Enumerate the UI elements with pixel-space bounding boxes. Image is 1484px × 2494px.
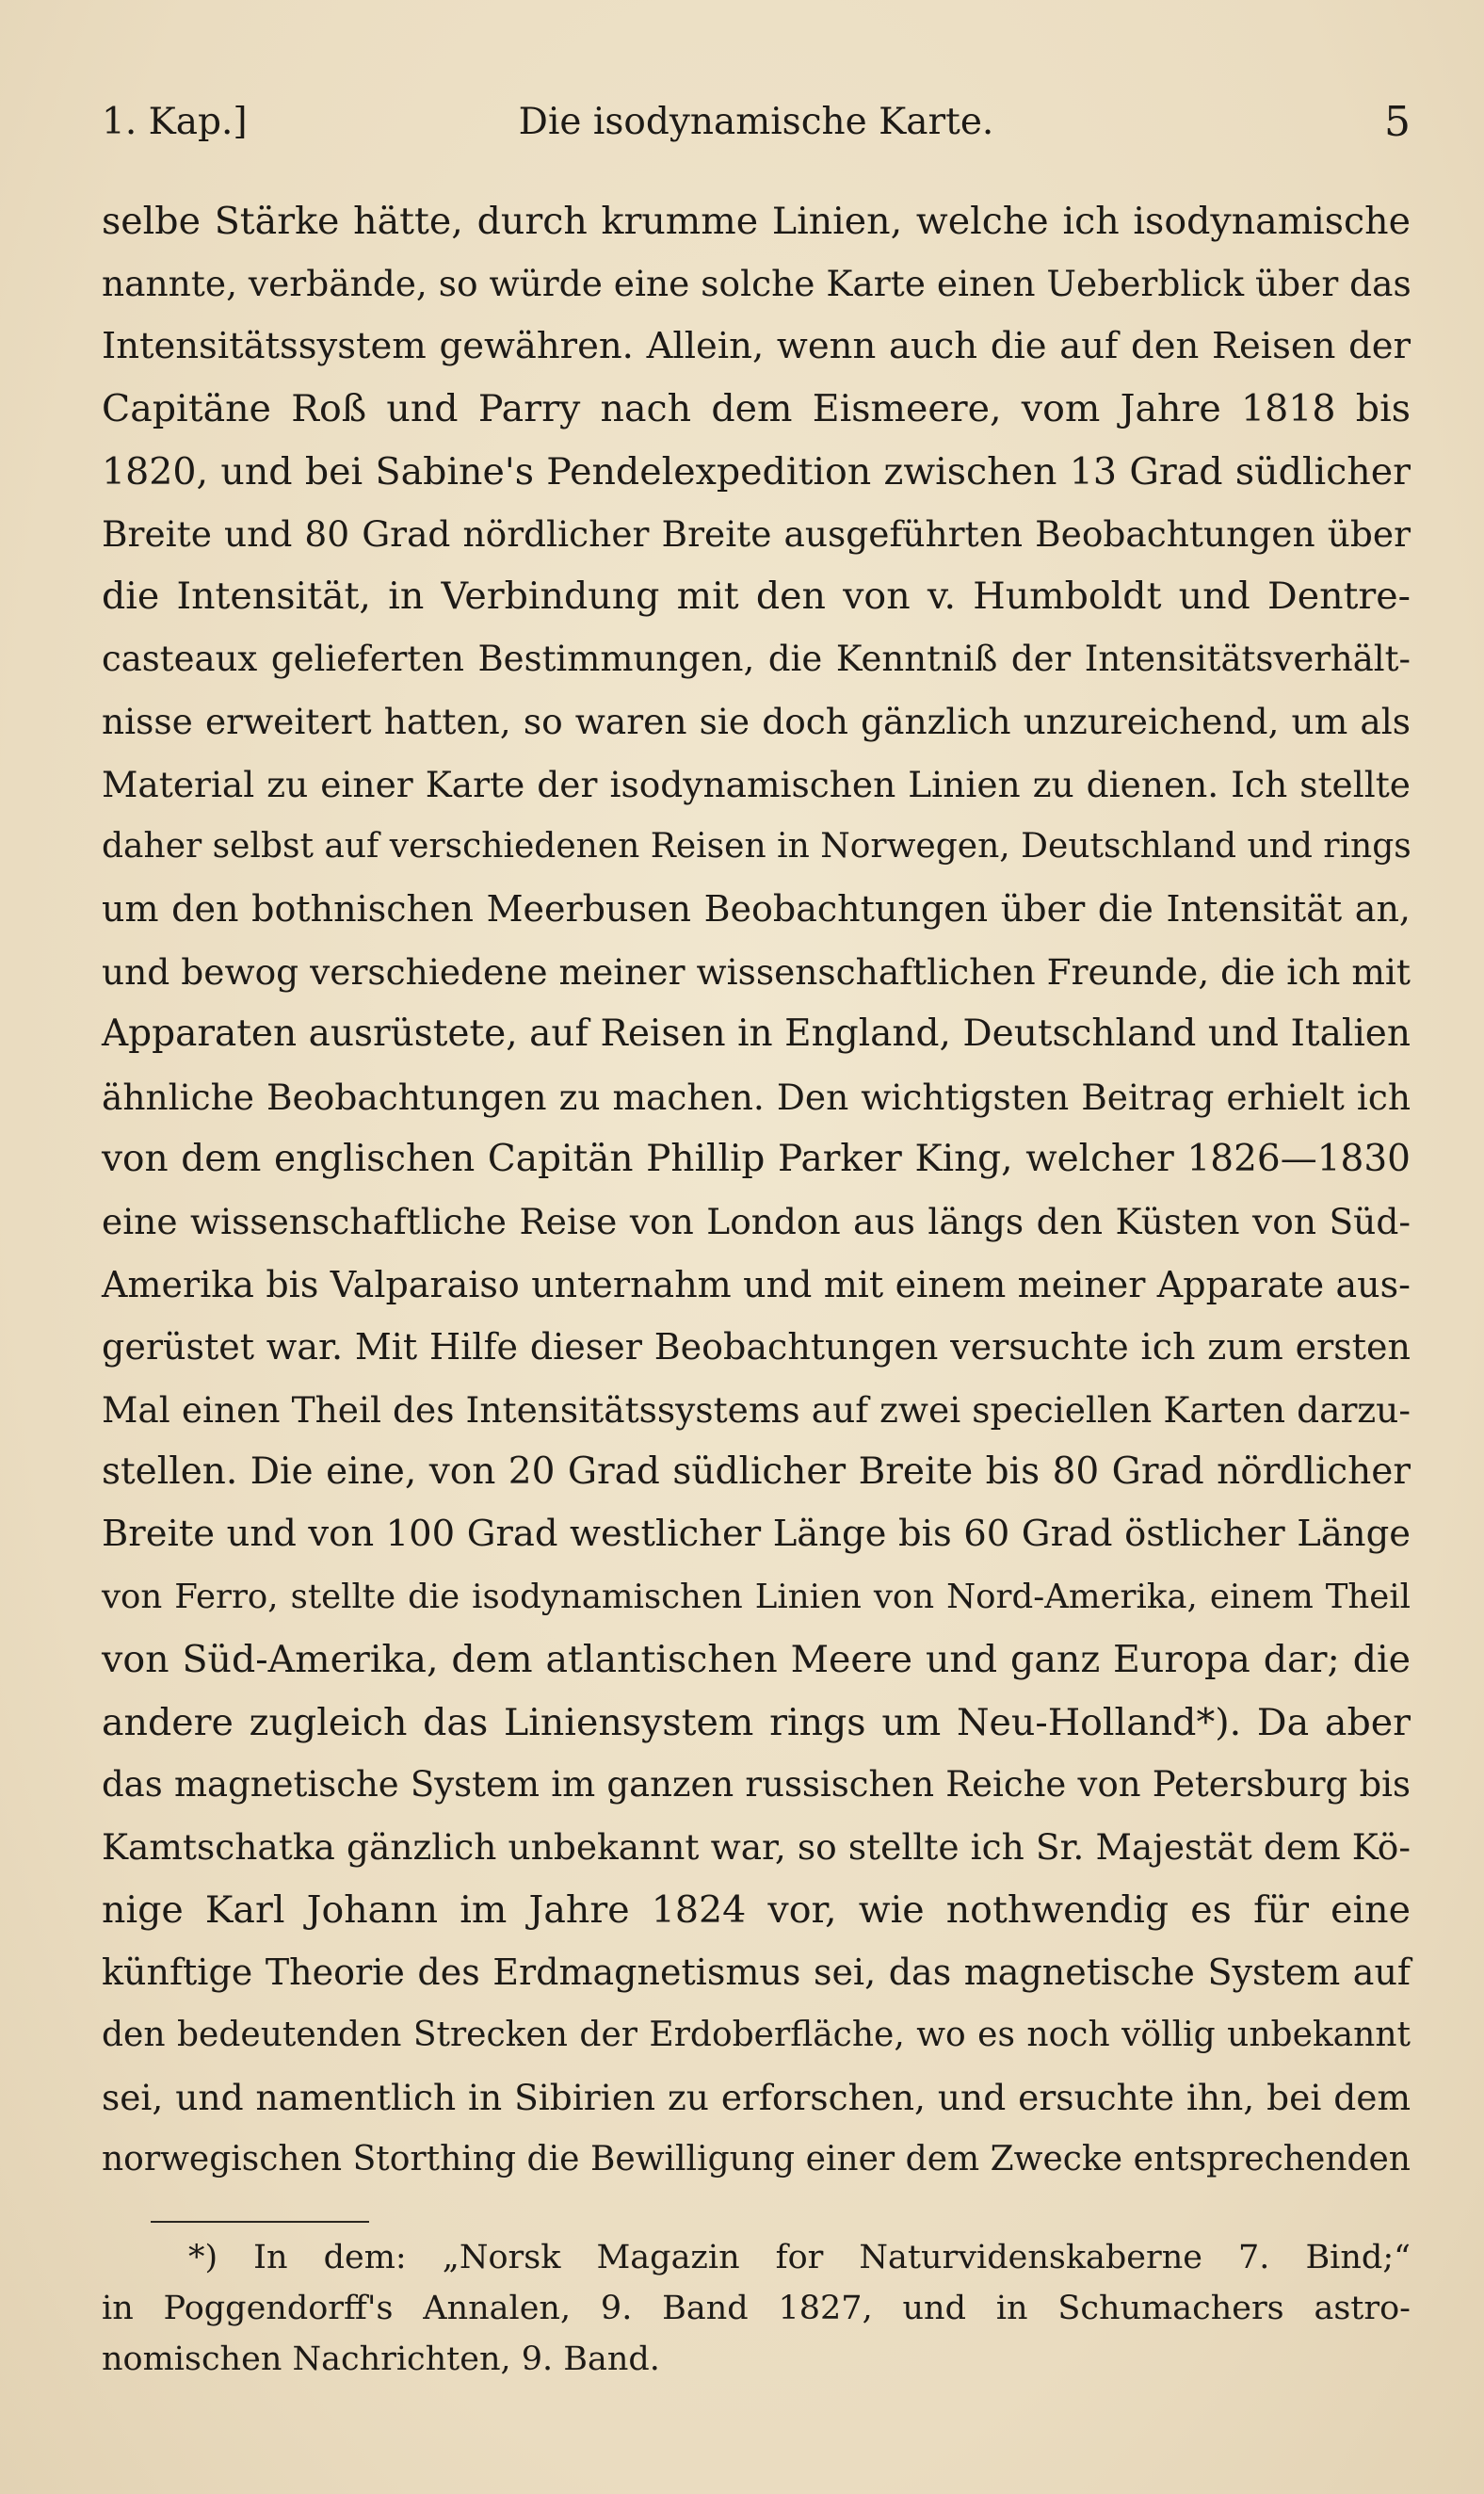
text-line: Mal einen Theil des Intensitätssystems auf zwei speciellen Karten darzu- <box>102 1388 1411 1431</box>
text-line: Material zu einer Karte der isodynamischen Linien zu dienen. Ich stellte <box>102 763 1411 805</box>
text-line: selbe Stärke hätte, durch krumme Linien, welche ich isodynamische <box>102 200 1411 243</box>
text-line: Apparaten ausrüstete, auf Reisen in England, Deutschland und Italien <box>102 1012 1411 1056</box>
text-line: andere zugleich das Liniensystem rings um Neu-Holland*). Da aber <box>102 1700 1411 1744</box>
text-line: stellen. Die eine, von 20 Grad südlicher Breite bis 80 Grad nördlicher <box>102 1450 1411 1493</box>
text-line: daher selbst auf verschiedenen Reisen in Norwegen, Deutschland und rings <box>102 827 1411 866</box>
text-line: eine wissenschaftliche Reise von London aus längs den Küsten von Süd- <box>102 1201 1411 1243</box>
footnote-divider <box>151 2221 369 2223</box>
text-line: den bedeutenden Strecken der Erdoberfläche, wo es noch völlig unbekannt <box>102 2015 1411 2054</box>
text-line: norwegischen Storthing die Bewilligung einer dem Zwecke entsprechenden <box>102 2140 1411 2179</box>
text-line: sei, und namentlich in Sibirien zu erforschen, und ersuchte ihn, bei dem <box>102 2077 1411 2118</box>
text-line: gerüstet war. Mit Hilfe dieser Beobachtungen versuchte ich zum ersten <box>102 1326 1411 1368</box>
page-number: 5 <box>1384 98 1411 146</box>
text-line: Intensitätssystem gewähren. Allein, wenn auch die auf den Reisen der <box>102 324 1411 367</box>
text-line: casteaux gelieferten Bestimmungen, die Kenntniß der Intensitätsverhält- <box>102 638 1411 679</box>
text-line: um den bothnischen Meerbusen Beobachtungen über die Intensität an, <box>102 888 1411 931</box>
chapter-reference: 1. Kap.] <box>102 101 248 143</box>
text-line: 1820, und bei Sabine's Pendelexpedition zwischen 13 Grad südlicher <box>102 449 1411 494</box>
text-line: von Ferro, stellte die isodynamischen Linien von Nord-Amerika, einem Theil <box>102 1577 1411 1616</box>
text-line: Kamtschatka gänzlich unbekannt war, so stellte ich Sr. Majestät dem Kö- <box>102 1826 1411 1869</box>
text-line: künftige Theorie des Erdmagnetismus sei, das magnetische System auf <box>102 1951 1411 1994</box>
footnote-line: nomischen Nachrichten, 9. Band. <box>102 2340 660 2378</box>
page-title: Die isodynamische Karte. <box>518 101 994 143</box>
text-line: das magnetische System im ganzen russischen Reiche von Petersburg bis <box>102 1764 1411 1805</box>
text-line: und bewog verschiedene meiner wissenschaftlichen Freunde, die ich mit <box>102 950 1411 993</box>
text-line: ähnliche Beobachtungen zu machen. Den wichtigsten Beitrag erhielt ich <box>102 1076 1411 1118</box>
text-line: nannte, verbände, so würde eine solche Karte einen Ueberblick über das <box>102 263 1411 305</box>
text-line: nisse erweitert hatten, so waren sie doch gänzlich unzureichend, um als <box>102 701 1411 743</box>
text-line: Breite und von 100 Grad westlicher Länge bis 60 Grad östlicher Länge <box>102 1513 1411 1556</box>
text-line: die Intensität, in Verbindung mit den von v. Humboldt und Dentre- <box>102 575 1411 619</box>
text-line: von dem englischen Capitän Phillip Parker King, welcher 1826—1830 <box>102 1138 1411 1180</box>
footnote-line: *) In dem: „Norsk Magazin for Naturvidenskaberne 7. Bind;“ <box>188 2239 1411 2276</box>
footnote-line: in Poggendorff's Annalen, 9. Band 1827, und in Schumachers astro- <box>102 2290 1411 2327</box>
text-line: Amerika bis Valparaiso unternahm und mit einem meiner Apparate aus- <box>102 1263 1411 1305</box>
running-header <box>102 94 1411 151</box>
text-line: Breite und 80 Grad nördlicher Breite ausgeführten Beobachtungen über <box>102 513 1411 555</box>
text-line: nige Karl Johann im Jahre 1824 vor, wie nothwendig es für eine <box>102 1887 1411 1932</box>
text-line: von Süd-Amerika, dem atlantischen Meere und ganz Europa dar; die <box>102 1638 1411 1682</box>
text-line: Capitäne Roß und Parry nach dem Eismeere, vom Jahre 1818 bis <box>102 387 1411 431</box>
